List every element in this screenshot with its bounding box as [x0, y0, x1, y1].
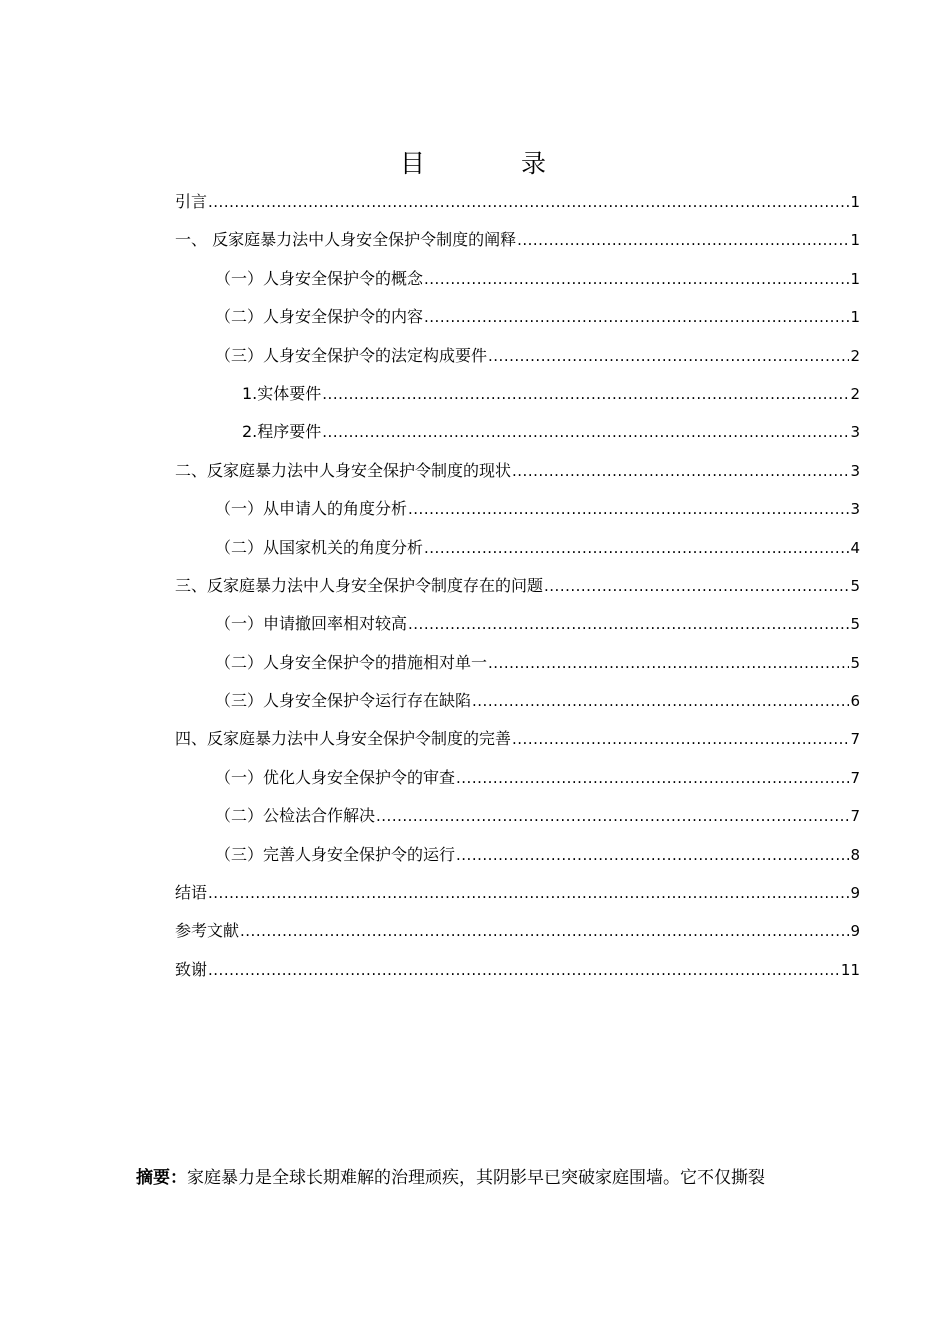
- toc-dot-leader: [424, 264, 849, 294]
- toc-entry-page-number: 5: [850, 576, 860, 595]
- toc-entry[interactable]: [175, 955, 860, 993]
- toc-entry-page-number: 9: [850, 922, 860, 941]
- toc-entry-page-number: 8: [850, 845, 860, 864]
- toc-entry-label: （一）从申请人的角度分析: [215, 499, 408, 519]
- toc-dot-leader: [512, 456, 849, 486]
- toc-entry[interactable]: [175, 801, 860, 839]
- toc-dot-leader: [472, 686, 849, 716]
- toc-dot-leader: [208, 187, 849, 217]
- toc-entry-page-number: 3: [850, 500, 860, 519]
- toc-entry-page-number: 2: [850, 384, 860, 403]
- abstract-text: 家庭暴力是全球长期难解的治理顽疾，其阴影早已突破家庭围墙。它不仅撕裂: [187, 1168, 765, 1188]
- toc-entry-page-number: 5: [850, 615, 860, 634]
- toc-dot-leader: [408, 494, 849, 524]
- toc-entry-page-number: 5: [850, 653, 860, 672]
- toc-entry[interactable]: [175, 533, 860, 571]
- toc-entry[interactable]: [175, 648, 860, 686]
- toc-entry[interactable]: [175, 225, 860, 263]
- toc-dot-leader: [517, 225, 849, 255]
- toc-entry[interactable]: [175, 878, 860, 916]
- toc-dot-leader: [424, 302, 849, 332]
- toc-dot-leader: [544, 571, 849, 601]
- toc-title: 目 录: [400, 149, 590, 178]
- toc-dot-leader: [240, 916, 849, 946]
- toc-dot-leader: [376, 801, 849, 831]
- toc-entry-page-number: 6: [850, 692, 860, 711]
- toc-entry-page-number: 2: [850, 346, 860, 365]
- toc-dot-leader: [322, 417, 849, 447]
- toc-entry-label: 1.实体要件: [242, 383, 322, 403]
- toc-entry-label: 结语: [175, 883, 208, 903]
- toc-entry[interactable]: [175, 840, 860, 878]
- toc-dot-leader: [456, 763, 849, 793]
- toc-dot-leader: [512, 724, 849, 754]
- toc-entry[interactable]: [175, 379, 860, 417]
- toc-entry-label: （二）人身安全保护令的内容: [215, 307, 424, 327]
- toc-entry-label: （二）从国家机关的角度分析: [215, 537, 424, 557]
- toc-entry-label: （一）人身安全保护令的概念: [215, 268, 424, 288]
- toc-entry-page-number: 7: [850, 768, 860, 787]
- toc-entry[interactable]: [175, 187, 860, 225]
- toc-entry-page-number: 1: [850, 231, 860, 250]
- toc-entry-label: （一）优化人身安全保护令的审查: [215, 767, 456, 787]
- toc-entry[interactable]: [175, 264, 860, 302]
- toc-dot-leader: [488, 648, 849, 678]
- toc-entry-label: 二、反家庭暴力法中人身安全保护令制度的现状: [175, 460, 512, 480]
- toc-entry-label: （三）人身安全保护令的法定构成要件: [215, 345, 488, 365]
- toc-entry-label: 一、 反家庭暴力法中人身安全保护令制度的阐释: [175, 230, 517, 250]
- toc-dot-leader: [456, 840, 849, 870]
- toc-entry-page-number: 7: [850, 730, 860, 749]
- toc-entry-page-number: 1: [850, 193, 860, 211]
- toc-entry[interactable]: [175, 417, 860, 455]
- toc-entry-label: （一）申请撤回率相对较高: [215, 614, 408, 634]
- toc-dot-leader: [322, 379, 849, 409]
- toc-entry-label: （三）完善人身安全保护令的运行: [215, 844, 456, 864]
- toc-entry-page-number: 11: [840, 960, 860, 979]
- toc-entry-label: 2.程序要件: [242, 422, 322, 442]
- toc-entry[interactable]: [175, 456, 860, 494]
- toc-entry-label: 致谢: [175, 959, 208, 979]
- toc-entry[interactable]: [175, 341, 860, 379]
- toc-entry[interactable]: [175, 763, 860, 801]
- toc-entry[interactable]: [175, 571, 860, 609]
- toc-entry-label: （二）人身安全保护令的措施相对单一: [215, 652, 488, 672]
- toc-dot-leader: [408, 609, 849, 639]
- toc-entry-label: 参考文献: [175, 921, 240, 941]
- toc-entry-page-number: 3: [850, 461, 860, 480]
- toc-entry[interactable]: [175, 494, 860, 532]
- toc-entry-label: 三、反家庭暴力法中人身安全保护令制度存在的问题: [175, 575, 544, 595]
- toc-dot-leader: [208, 955, 840, 985]
- toc-entry[interactable]: [175, 609, 860, 647]
- abstract-label: 摘要：: [136, 1168, 187, 1188]
- toc-dot-leader: [424, 533, 849, 563]
- toc-entry-label: （二）公检法合作解决: [215, 806, 376, 826]
- toc-entry-label: 四、反家庭暴力法中人身安全保护令制度的完善: [175, 729, 512, 749]
- toc-entry-page-number: 9: [850, 884, 860, 903]
- toc-entry-page-number: 1: [850, 269, 860, 288]
- toc-entry-label: 引言: [175, 192, 208, 211]
- toc-entry[interactable]: [175, 916, 860, 954]
- toc-entry-page-number: 1: [850, 308, 860, 327]
- toc-entry-page-number: 7: [850, 807, 860, 826]
- toc-dot-leader: [488, 341, 849, 371]
- toc-entry[interactable]: [175, 302, 860, 340]
- abstract-paragraph: [136, 1163, 876, 1193]
- toc-dot-leader: [208, 878, 849, 908]
- toc-entry[interactable]: [175, 724, 860, 762]
- table-of-contents: [175, 187, 860, 993]
- toc-entry-page-number: 3: [850, 423, 860, 442]
- toc-entry[interactable]: [175, 686, 860, 724]
- toc-entry-label: （三）人身安全保护令运行存在缺陷: [215, 691, 472, 711]
- toc-entry-page-number: 4: [850, 538, 860, 557]
